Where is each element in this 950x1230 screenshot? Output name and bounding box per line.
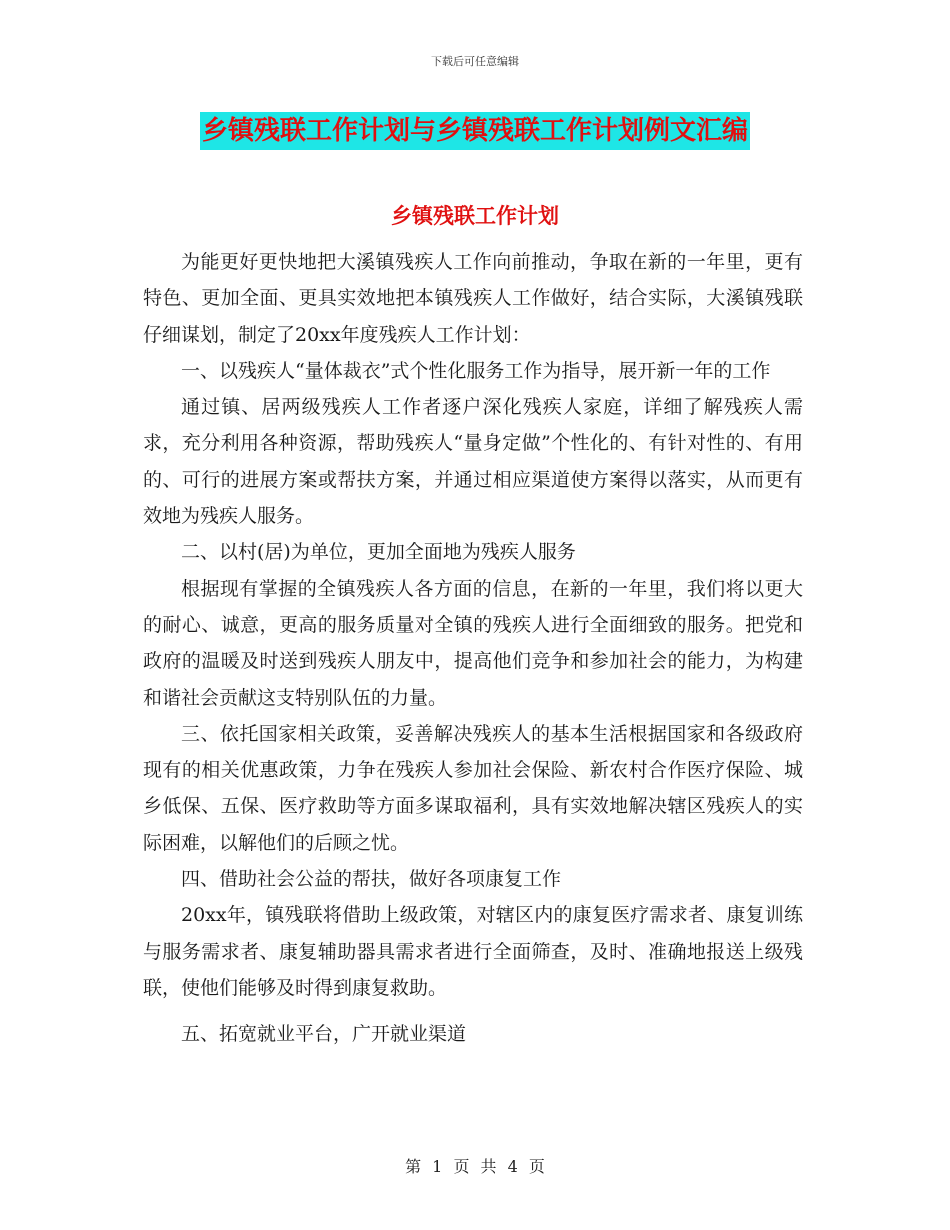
paragraph: 根据现有掌握的全镇残疾人各方面的信息，在新的一年里，我们将以更大的耐心、诚意，更高的服务质量对全镇的残疾人进行全面细致的服务。把党和政府的温暖及时送到残疾人朋友中，提高他们竞争和参加社会的能力，为构建和谐社会贡献这支特别队伍的力量。	[143, 577, 803, 709]
paragraph: 为能更好更快地把大溪镇残疾人工作向前推动，争取在新的一年里，更有特色、更加全面、更具实效地把本镇残疾人工作做好，结合实际，大溪镇残联仔细谋划，制定了20xx年度残疾人工作计划：	[143, 251, 803, 346]
section-title: 乡镇残联工作计划	[391, 204, 559, 228]
paragraph: 四、借助社会公益的帮扶，做好各项康复工作	[181, 868, 562, 891]
page-footer: 第 1 页 共 4 页	[405, 1157, 545, 1176]
paragraph: 通过镇、居两级残疾人工作者逐户深化残疾人家庭，详细了解残疾人需求，充分利用各种资源，帮助残疾人“量身定做”个性化的、有针对性的、有用的、可行的进展方案或帮扶方案，并通过相应渠道使方案得以落实，从而更有效地为残疾人服务。	[143, 396, 803, 528]
page-header-note: 下载后可任意编辑	[431, 55, 519, 68]
document-title-container	[0, 112, 950, 150]
paragraph: 二、以村(居)为单位，更加全面地为残疾人服务	[181, 541, 576, 564]
paragraph: 五、拓宽就业平台，广开就业渠道	[181, 1023, 467, 1046]
document-body	[143, 244, 803, 1053]
paragraph: 一、以残疾人“量体裁衣”式个性化服务工作为指导，展开新一年的工作	[181, 359, 771, 382]
paragraph: 三、依托国家相关政策，妥善解决残疾人的基本生活根据国家和各级政府现有的相关优惠政策，力争在残疾人参加社会保险、新农村合作医疗保险、城乡低保、五保、医疗救助等方面多谋取福利，具有实效地解决辖区残疾人的实际困难，以解他们的后顾之忧。	[143, 722, 803, 854]
document-title: 乡镇残联工作计划与乡镇残联工作计划例文汇编	[200, 112, 750, 150]
paragraph: 20xx年，镇残联将借助上级政策，对辖区内的康复医疗需求者、康复训练与服务需求者、康复辅助器具需求者进行全面筛查，及时、准确地报送上级残联，使他们能够及时得到康复救助。	[143, 904, 803, 999]
